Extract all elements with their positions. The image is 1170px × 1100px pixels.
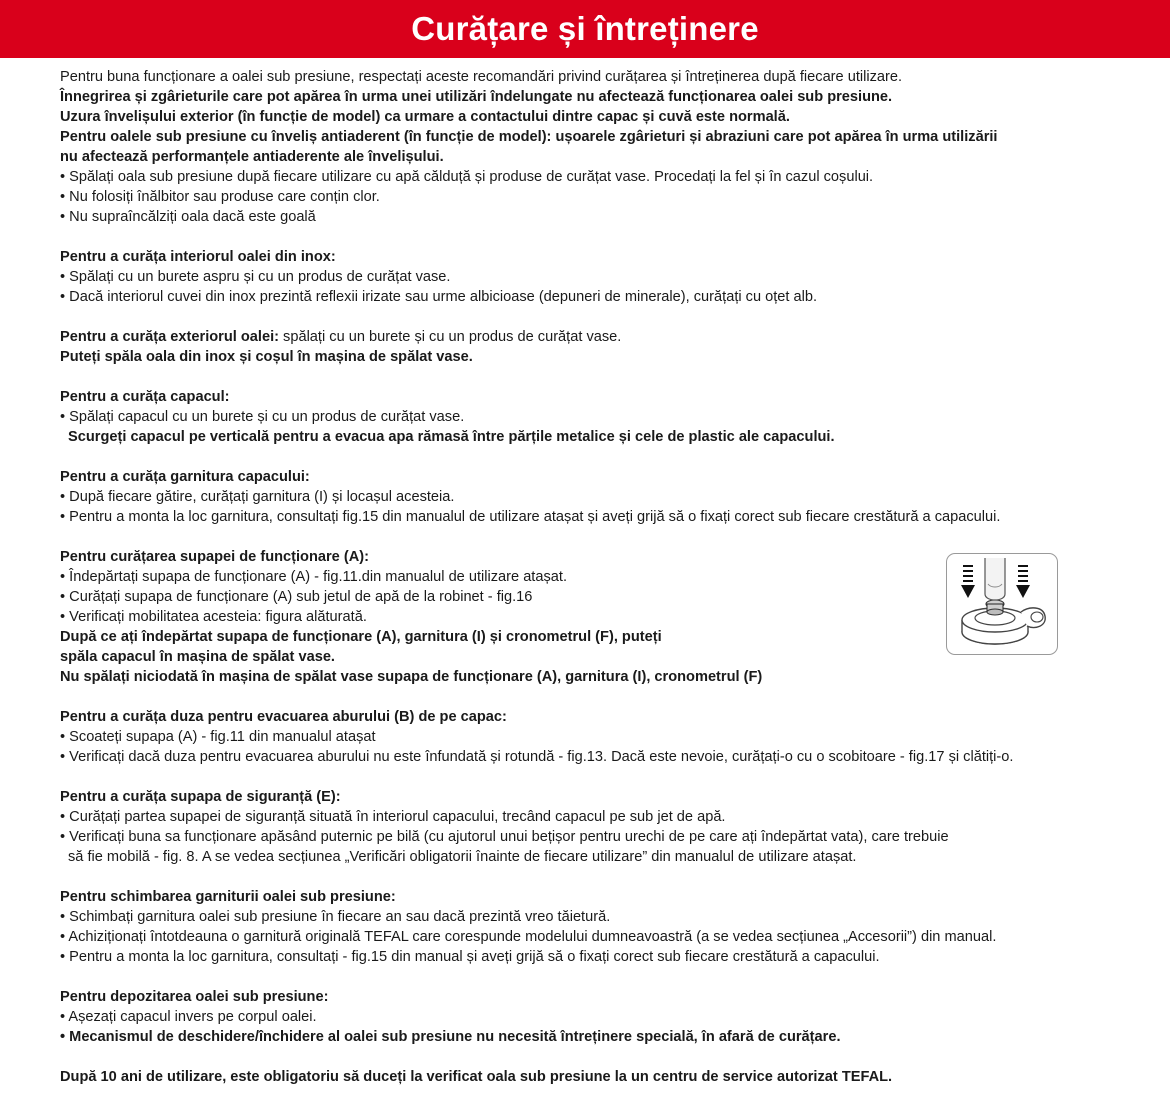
title-banner [0,0,1170,58]
bullet-item: • Curățați partea supapei de siguranță situată în interiorul capacului, trecând capacul pe sub jet de apă. [60,809,726,825]
valve-press-icon [947,554,1056,653]
section-note: Nu spălați niciodată în mașina de spălat vase supapa de funcționare (A), garnitura (I), cronometrul (F) [60,669,763,685]
section-note: Scurgeți capacul pe verticală pentru a evacua apa rămasă între părțile metalice și cele de plastic ale capacului. [68,429,835,445]
bullet-item: • Îndepărtați supapa de funcționare (A) - fig.11.din manualul de utilizare atașat. [60,569,568,585]
bullet-item: • Spălați capacul cu un burete și cu un produs de curățat vase. [60,409,465,425]
bullet-item: • Verificați buna sa funcționare apăsând puternic pe bilă (cu ajutorul unui bețișor pentru urechi de pe care ați îndepărtat vata), care trebuie [60,829,949,845]
section-heading: Pentru a curăța supapa de siguranță (E): [60,789,341,805]
bullet-item: • Verificați mobilitatea acesteia: figura alăturată. [60,609,367,625]
section-note: spăla capacul în mașina de spălat vase. [60,649,335,665]
section-heading: Pentru a curăța interiorul oalei din inox: [60,249,336,265]
section-text: spălați cu un burete și cu un produs de curățat vase. [278,329,622,345]
intro-paragraph: Pentru buna funcționare a oalei sub presiune, respectați aceste recomandări privind curățarea și întreținerea după fiecare utilizare. [60,69,903,85]
section-heading: Pentru a curăța duza pentru evacuarea aburului (B) de pe capac: [60,709,507,725]
valve-mobility-illustration [946,553,1058,655]
bullet-item: • Achiziționați întotdeauna o garnitură originală TEFAL care corespunde modelului dumneavoastră (a se vedea secțiunea „Accesorii”) din manual. [60,929,997,945]
section-heading: Pentru curățarea supapei de funcționare (A): [60,549,369,565]
section-heading: Pentru a curăța garnitura capacului: [60,469,310,485]
section-heading: Pentru a curăța capacul: [60,389,230,405]
bullet-item: • Nu folosiți înălbitor sau produse care conțin clor. [60,189,380,205]
intro-paragraph: Uzura învelișului exterior (în funcție de model) ca urmare a contactului dintre capac și cuvă este normală. [60,109,790,125]
section-heading-line [60,327,1165,347]
bullet-item: • Schimbați garnitura oalei sub presiune în fiecare an sau dacă prezintă vreo tăietură. [60,909,611,925]
section-heading: Pentru a curăța exteriorul oalei: [60,329,279,345]
intro-paragraph: Înnegrirea și zgârieturile care pot apărea în urma unei utilizări îndelungate nu afectează funcționarea oalei sub presiune. [60,89,893,105]
bullet-item: • Spălați oala sub presiune după fiecare utilizare cu apă călduță și produse de curățat vase. Procedați la fel și în cazul coșului. [60,169,874,185]
section-heading: Pentru schimbarea garniturii oalei sub presiune: [60,889,396,905]
bullet-item: • Mecanismul de deschidere/închidere al oalei sub presiune nu necesită întreținere specială, în afară de curățare. [60,1029,841,1045]
intro-paragraph: nu afectează performanțele antiaderente ale învelișului. [60,149,444,165]
bullet-item: • Pentru a monta la loc garnitura, consultați fig.15 din manualul de utilizare atașat și aveți grijă să o fixați corect sub fiecare crestătură a capacului. [60,509,1001,525]
bullet-item: • Dacă interiorul cuvei din inox prezintă reflexii irizate sau urme albicioase (depuneri de minerale), curățați cu oțet alb. [60,289,818,305]
section-note: După ce ați îndepărtat supapa de funcționare (A), garnitura (I) și cronometrul (F), puteți [60,629,662,645]
bullet-item: • Pentru a monta la loc garnitura, consultați - fig.15 din manual și aveți grijă să o fixați corect sub fiecare crestătură a capacului. [60,949,880,965]
bullet-item: • Așezați capacul invers pe corpul oalei. [60,1009,317,1025]
bullet-continuation: să fie mobilă - fig. 8. A se vedea secțiunea „Verificări obligatorii înainte de fiecare utilizare” din manualul de utilizare atașat. [68,849,857,865]
intro-paragraph: Pentru oalele sub presiune cu înveliș antiaderent (în funcție de model): ușoarele zgârieturi și abraziuni care pot apărea în urma utilizării [60,129,998,145]
bullet-item: • Curățați supapa de funcționare (A) sub jetul de apă de la robinet - fig.16 [60,589,533,605]
final-note: După 10 ani de utilizare, este obligatoriu să duceți la verificat oala sub presiune la un centru de service autorizat TEFAL. [60,1069,893,1085]
bullet-item: • Verificați dacă duza pentru evacuarea aburului nu este înfundată și rotundă - fig.13. Dacă este nevoie, curățați-o cu o scobitoare - fig.17 și clătiți-o. [60,749,1014,765]
section-note: Puteți spăla oala din inox și coșul în mașina de spălat vase. [60,349,473,365]
section-heading: Pentru depozitarea oalei sub presiune: [60,989,329,1005]
bullet-item: • Nu supraîncălziți oala dacă este goală [60,209,316,225]
bullet-item: • După fiecare gătire, curățați garnitura (I) și locașul acesteia. [60,489,455,505]
bullet-item: • Scoateți supapa (A) - fig.11 din manualul atașat [60,729,376,745]
page-title: Curățare și întreținere [411,10,759,47]
bullet-item: • Spălați cu un burete aspru și cu un produs de curățat vase. [60,269,451,285]
